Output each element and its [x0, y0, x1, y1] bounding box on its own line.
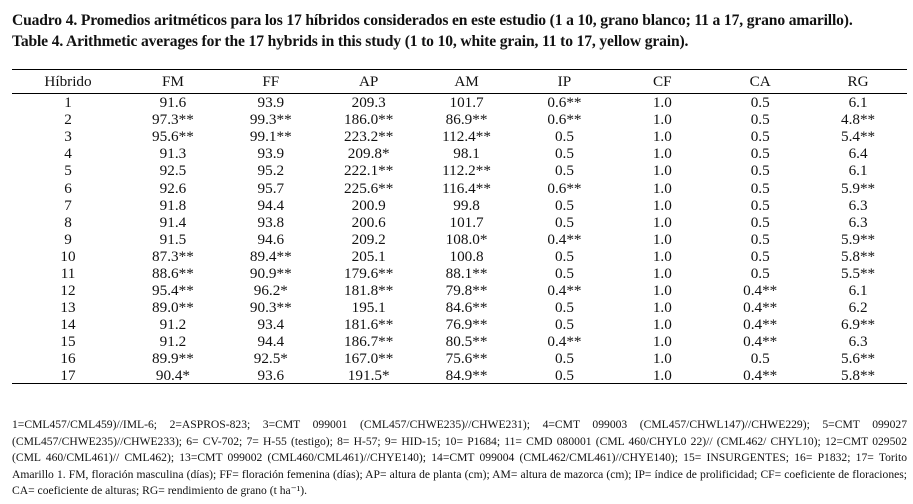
- value-cell: 1.0: [652, 333, 672, 351]
- table-row: [12, 368, 907, 384]
- value-cell: 4.8**: [840, 111, 876, 129]
- value-cell: 1.0: [652, 213, 672, 231]
- value-cell: 90.3**: [249, 299, 292, 317]
- value-cell: 209.3: [351, 94, 386, 112]
- column-header: IP: [516, 70, 614, 94]
- value-cell: 6.1: [848, 162, 868, 180]
- value-cell: 75.6**: [445, 350, 488, 368]
- value-cell: 93.8: [257, 213, 285, 231]
- value-cell: 6.3: [848, 213, 868, 231]
- hybrid-number-cell: 4: [64, 145, 72, 163]
- value-cell: 91.5: [159, 230, 187, 248]
- hybrid-number-cell: 6: [64, 179, 72, 197]
- value-cell: 6.9**: [840, 316, 876, 334]
- value-cell: 223.2**: [344, 128, 394, 146]
- value-cell: 181.6**: [344, 316, 394, 334]
- value-cell: 88.6**: [152, 264, 194, 282]
- value-cell: 92.6: [159, 179, 187, 197]
- value-cell: 99.1**: [249, 128, 292, 146]
- value-cell: 186.0**: [344, 111, 394, 129]
- value-cell: 112.2**: [442, 162, 491, 180]
- value-cell: 0.6**: [547, 111, 582, 129]
- column-header: AM: [418, 70, 516, 94]
- value-cell: 6.1: [848, 94, 868, 112]
- table-row: [12, 333, 907, 350]
- value-cell: 6.4: [848, 145, 868, 163]
- column-header: CF: [613, 70, 711, 94]
- value-cell: 0.5: [554, 247, 574, 265]
- value-cell: 94.4: [257, 333, 285, 351]
- value-cell: 0.5: [750, 264, 770, 282]
- hybrid-number-cell: 10: [60, 247, 76, 265]
- value-cell: 0.4**: [711, 368, 809, 384]
- value-cell: 1.0: [652, 230, 672, 248]
- value-cell: 0.5: [554, 196, 574, 214]
- value-cell: 91.6: [159, 94, 187, 112]
- value-cell: 0.4**: [743, 316, 778, 334]
- value-cell: 116.4**: [442, 179, 491, 197]
- value-cell: 101.7: [449, 213, 484, 231]
- value-cell: 209.8*: [347, 145, 390, 163]
- hybrid-number-cell: 9: [64, 230, 72, 248]
- value-cell: 99.8: [453, 196, 480, 214]
- value-cell: 200.9: [351, 196, 386, 214]
- value-cell: 0.5: [554, 145, 574, 163]
- value-cell: 108.0*: [445, 230, 488, 248]
- value-cell: 90.9**: [249, 264, 292, 282]
- value-cell: 1.0: [652, 145, 672, 163]
- table-caption: [12, 10, 907, 52]
- value-cell: 225.6**: [344, 179, 394, 197]
- table-row: [12, 316, 907, 333]
- column-header: AP: [320, 70, 418, 94]
- value-cell: 96.2*: [253, 282, 288, 300]
- hybrid-number-cell: 17: [12, 368, 124, 384]
- value-cell: 1.0: [652, 162, 672, 180]
- column-header: FM: [124, 70, 222, 94]
- value-cell: 5.8**: [809, 368, 907, 384]
- value-cell: 1.0: [652, 179, 672, 197]
- hybrid-number-cell: 5: [64, 162, 72, 180]
- value-cell: 91.8: [159, 196, 187, 214]
- value-cell: 0.4**: [547, 282, 582, 300]
- value-cell: 0.5: [750, 128, 770, 146]
- value-cell: 93.9: [257, 94, 285, 112]
- hybrid-number-cell: 7: [64, 196, 72, 214]
- value-cell: 100.8: [449, 247, 484, 265]
- value-cell: 87.3**: [152, 247, 194, 265]
- hybrid-number-cell: 15: [60, 333, 76, 351]
- table-row: [12, 128, 907, 145]
- value-cell: 0.5: [554, 264, 574, 282]
- table-row: [12, 94, 907, 112]
- value-cell: 97.3**: [152, 111, 194, 129]
- value-cell: 0.5: [554, 316, 574, 334]
- table-row: [12, 179, 907, 196]
- hybrid-number-cell: 12: [60, 282, 76, 300]
- value-cell: 95.6**: [152, 128, 194, 146]
- value-cell: 0.5: [554, 162, 574, 180]
- value-cell: 0.5: [750, 350, 770, 368]
- value-cell: 0.5: [750, 179, 770, 197]
- column-header: Híbrido: [12, 70, 124, 94]
- value-cell: 89.4**: [249, 247, 292, 265]
- value-cell: 191.5*: [320, 368, 418, 384]
- value-cell: 195.1: [351, 299, 386, 317]
- table-row: [12, 111, 907, 128]
- value-cell: 179.6**: [344, 264, 394, 282]
- value-cell: 0.5: [750, 196, 770, 214]
- value-cell: 1.0: [613, 368, 711, 384]
- value-cell: 1.0: [652, 128, 672, 146]
- value-cell: 0.6**: [547, 94, 582, 112]
- table-row: [12, 299, 907, 316]
- value-cell: 93.9: [257, 145, 285, 163]
- value-cell: 86.9**: [445, 111, 488, 129]
- value-cell: 0.4**: [743, 333, 778, 351]
- value-cell: 76.9**: [445, 316, 488, 334]
- hybrid-number-cell: 3: [64, 128, 72, 146]
- value-cell: 91.2: [159, 333, 187, 351]
- value-cell: 1.0: [652, 94, 672, 112]
- value-cell: 95.4**: [152, 282, 194, 300]
- table-row: [12, 162, 907, 179]
- value-cell: 112.4**: [442, 128, 491, 146]
- value-cell: 1.0: [652, 282, 672, 300]
- value-cell: 84.9**: [418, 368, 516, 384]
- hybrid-number-cell: 13: [60, 299, 76, 317]
- value-cell: 79.8**: [445, 282, 488, 300]
- column-header: FF: [222, 70, 320, 94]
- value-cell: 0.5: [554, 213, 574, 231]
- value-cell: 5.9**: [840, 230, 876, 248]
- value-cell: 222.1**: [344, 162, 394, 180]
- value-cell: 93.6: [222, 368, 320, 384]
- value-cell: 92.5: [159, 162, 187, 180]
- table-header-row: [12, 70, 907, 94]
- hybrid-number-cell: 16: [60, 350, 76, 368]
- value-cell: 90.4*: [124, 368, 222, 384]
- value-cell: 0.5: [516, 368, 614, 384]
- caption-english: Table 4. Arithmetic averages for the 17 hybrids in this study (1 to 10, white grain, 11 to 17, yellow grain).: [12, 33, 689, 50]
- table-row: [12, 282, 907, 299]
- table-footnote: 1=CML457/CML459)//IML-6; 2=ASPROS-823; 3=CMT 099001 (CML457/CHWE235)//CHWE231); 4=CMT 099003 (CML457/CHWL147)//CHWE229); 5=CMT 099027 (CML457/CHWE235)//CHWE233); 6= CV-702; 7= H-55 (testigo); 8= H-57; 9= HID-15; 10= P1684; 11= CMD 080001 (CML 460/CHYL0 22)// (CML462/ CHYL10); 12=CMT 029502 (CML 460/CML461)// CML462); 13=CMT 099002 (CML460/CML461)//CHYE140); 14=CMT 099004 (CML462/CML461)//CHYE140); 15= INSURGENTES; 16= P1832; 17= Torito Amarillo 1. FM, floración masculina (días); FF= floración femenina (días); AP= altura de planta (cm); AM= altura de mazorca (cm); IP= índice de prolificidad; CF= coeficiente de floraciones; CA= coeficiente de alturas; RG= rendimiento de grano (t ha⁻¹).: [12, 418, 907, 497]
- value-cell: 95.7: [257, 179, 285, 197]
- value-cell: 1.0: [652, 350, 672, 368]
- value-cell: 0.4**: [547, 333, 582, 351]
- hybrid-number-cell: 2: [64, 111, 72, 129]
- table-row: [12, 145, 907, 162]
- table-row: [12, 350, 907, 367]
- value-cell: 6.1: [848, 282, 868, 300]
- value-cell: 1.0: [652, 264, 672, 282]
- value-cell: 93.4: [257, 316, 285, 334]
- value-cell: 89.9**: [152, 350, 194, 368]
- value-cell: 6.3: [848, 333, 868, 351]
- value-cell: 6.2: [848, 299, 868, 317]
- table-row: [12, 214, 907, 231]
- column-header: CA: [711, 70, 809, 94]
- value-cell: 0.5: [750, 162, 770, 180]
- value-cell: 1.0: [652, 111, 672, 129]
- value-cell: 0.5: [750, 230, 770, 248]
- value-cell: 89.0**: [152, 299, 194, 317]
- value-cell: 101.7: [449, 94, 484, 112]
- column-header: RG: [809, 70, 907, 94]
- value-cell: 0.5: [750, 247, 770, 265]
- value-cell: 0.5: [554, 128, 574, 146]
- value-cell: 5.8**: [840, 247, 876, 265]
- value-cell: 0.5: [750, 213, 770, 231]
- table-row: [12, 197, 907, 214]
- value-cell: 1.0: [652, 247, 672, 265]
- value-cell: 91.3: [159, 145, 187, 163]
- value-cell: 0.5: [750, 94, 770, 112]
- value-cell: 5.6**: [840, 350, 876, 368]
- table-row: [12, 248, 907, 265]
- value-cell: 94.6: [257, 230, 285, 248]
- hybrid-number-cell: 11: [60, 264, 76, 282]
- value-cell: 91.2: [159, 316, 187, 334]
- hybrid-number-cell: 8: [64, 213, 72, 231]
- table-body: [12, 94, 907, 384]
- value-cell: 94.4: [257, 196, 285, 214]
- hybrid-number-cell: 1: [64, 94, 72, 112]
- value-cell: 95.2: [257, 162, 285, 180]
- value-cell: 99.3**: [249, 111, 292, 129]
- value-cell: 0.4**: [547, 230, 582, 248]
- value-cell: 1.0: [652, 196, 672, 214]
- value-cell: 0.4**: [743, 282, 778, 300]
- value-cell: 5.9**: [840, 179, 876, 197]
- value-cell: 84.6**: [445, 299, 488, 317]
- value-cell: 0.5: [750, 111, 770, 129]
- value-cell: 200.6: [351, 213, 386, 231]
- value-cell: 0.5: [554, 299, 574, 317]
- value-cell: 1.0: [652, 316, 672, 334]
- value-cell: 0.4**: [743, 299, 778, 317]
- value-cell: 181.8**: [344, 282, 394, 300]
- value-cell: 92.5*: [253, 350, 288, 368]
- value-cell: 80.5**: [445, 333, 488, 351]
- table-row: [12, 265, 907, 282]
- value-cell: 0.6**: [547, 179, 582, 197]
- caption-spanish: Cuadro 4. Promedios aritméticos para los 17 híbridos considerados en este estudio (1 a 10, grano blanco; 11 a 17, grano amarillo).: [12, 12, 853, 29]
- value-cell: 5.5**: [840, 264, 876, 282]
- value-cell: 6.3: [848, 196, 868, 214]
- value-cell: 98.1: [453, 145, 480, 163]
- hybrids-table: [12, 69, 907, 384]
- value-cell: 167.0**: [344, 350, 394, 368]
- value-cell: 1.0: [652, 299, 672, 317]
- table-row: [12, 231, 907, 248]
- value-cell: 205.1: [351, 247, 386, 265]
- value-cell: 0.5: [554, 350, 574, 368]
- value-cell: 0.5: [750, 145, 770, 163]
- value-cell: 88.1**: [445, 264, 488, 282]
- value-cell: 186.7**: [344, 333, 394, 351]
- value-cell: 209.2: [351, 230, 386, 248]
- hybrid-number-cell: 14: [60, 316, 76, 334]
- value-cell: 91.4: [159, 213, 187, 231]
- value-cell: 5.4**: [840, 128, 876, 146]
